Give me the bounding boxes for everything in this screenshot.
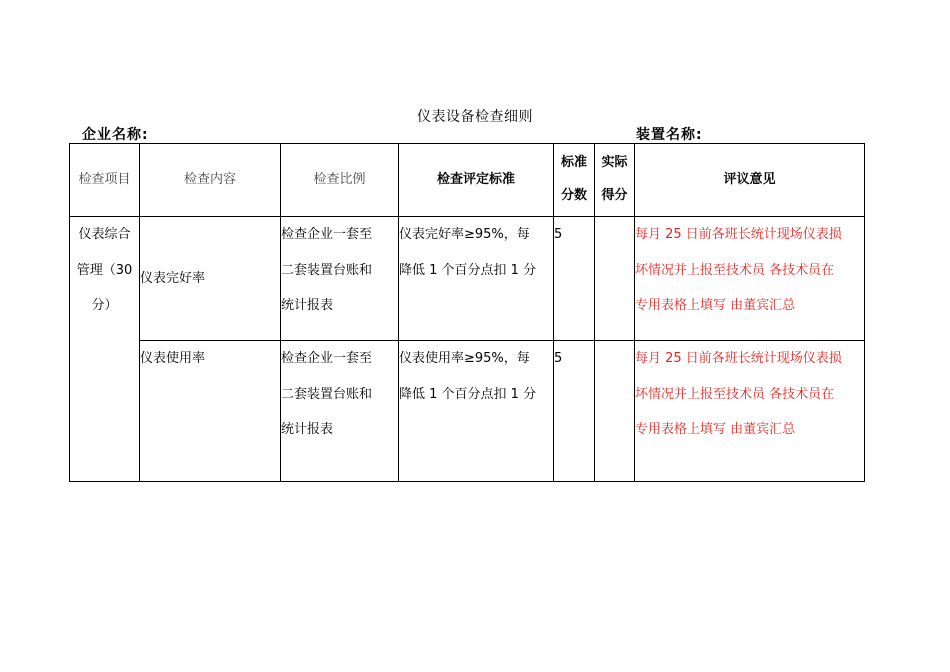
- comment-line: 专用表格上填写 由董宾汇总: [635, 422, 796, 437]
- actual-score-cell[interactable]: [595, 341, 635, 482]
- ratio-cell: [281, 341, 399, 482]
- header-actual-score-line2: 得分: [601, 188, 628, 203]
- comment-cell: [635, 217, 865, 341]
- inspection-table: [69, 143, 865, 482]
- ratio-line: 统计报表: [281, 298, 334, 313]
- comment-line: 每月 25 日前各班长统计现场仪表损: [635, 227, 842, 242]
- comment-line: 坏情况并上报至技术员 各技术员在: [635, 386, 835, 402]
- standard-line: 仪表完好率≥95%，每: [399, 227, 530, 242]
- ratio-line: 检查企业一套至: [281, 351, 373, 366]
- header-standard: 检查评定标准: [399, 144, 554, 217]
- standard-cell: [399, 341, 554, 482]
- ratio-line: 统计报表: [281, 422, 334, 437]
- header-comment: 评议意见: [635, 144, 865, 217]
- comment-line: 坏情况并上报至技术员 各技术员在: [635, 262, 835, 278]
- actual-score-cell[interactable]: [595, 217, 635, 341]
- ratio-line: 检查企业一套至: [281, 227, 373, 242]
- standard-cell: [399, 217, 554, 341]
- header-actual-score-line1: 实际: [601, 155, 628, 170]
- item-line: 分）: [91, 298, 118, 313]
- standard-score-cell: 5: [554, 217, 595, 341]
- comment-line: 专用表格上填写 由董宾汇总: [635, 298, 796, 313]
- header-standard-score: [554, 144, 595, 217]
- standard-line: 降低 1 个百分点扣 1 分: [399, 262, 537, 278]
- content-cell: 仪表完好率: [140, 217, 281, 341]
- device-name-label: 装置名称:: [636, 127, 703, 143]
- standard-line: 降低 1 个百分点扣 1 分: [399, 386, 537, 402]
- item-line: 管理（30: [76, 262, 133, 278]
- ratio-line: 二套装置台账和: [281, 262, 373, 278]
- standard-line: 仪表使用率≥95%，每: [399, 351, 530, 366]
- comment-cell: [635, 341, 865, 482]
- item-cell: [70, 217, 140, 482]
- standard-score-cell: 5: [554, 341, 595, 482]
- item-line: 仪表综合: [78, 227, 131, 242]
- ratio-line: 二套装置台账和: [281, 386, 373, 402]
- ratio-cell: [281, 217, 399, 341]
- table-row: [70, 217, 865, 341]
- header-content: 检查内容: [140, 144, 281, 217]
- header-row: [70, 144, 865, 217]
- header-standard-score-line1: 标准: [560, 155, 587, 170]
- table-row: [70, 341, 865, 482]
- document-title: 仪表设备检查细则: [417, 109, 533, 125]
- content-cell: 仪表使用率: [140, 341, 281, 482]
- header-item: 检查项目: [70, 144, 140, 217]
- company-name-label: 企业名称:: [82, 127, 149, 143]
- comment-line: 每月 25 日前各班长统计现场仪表损: [635, 351, 842, 366]
- header-actual-score: [595, 144, 635, 217]
- header-ratio: 检查比例: [281, 144, 399, 217]
- header-standard-score-line2: 分数: [560, 188, 587, 203]
